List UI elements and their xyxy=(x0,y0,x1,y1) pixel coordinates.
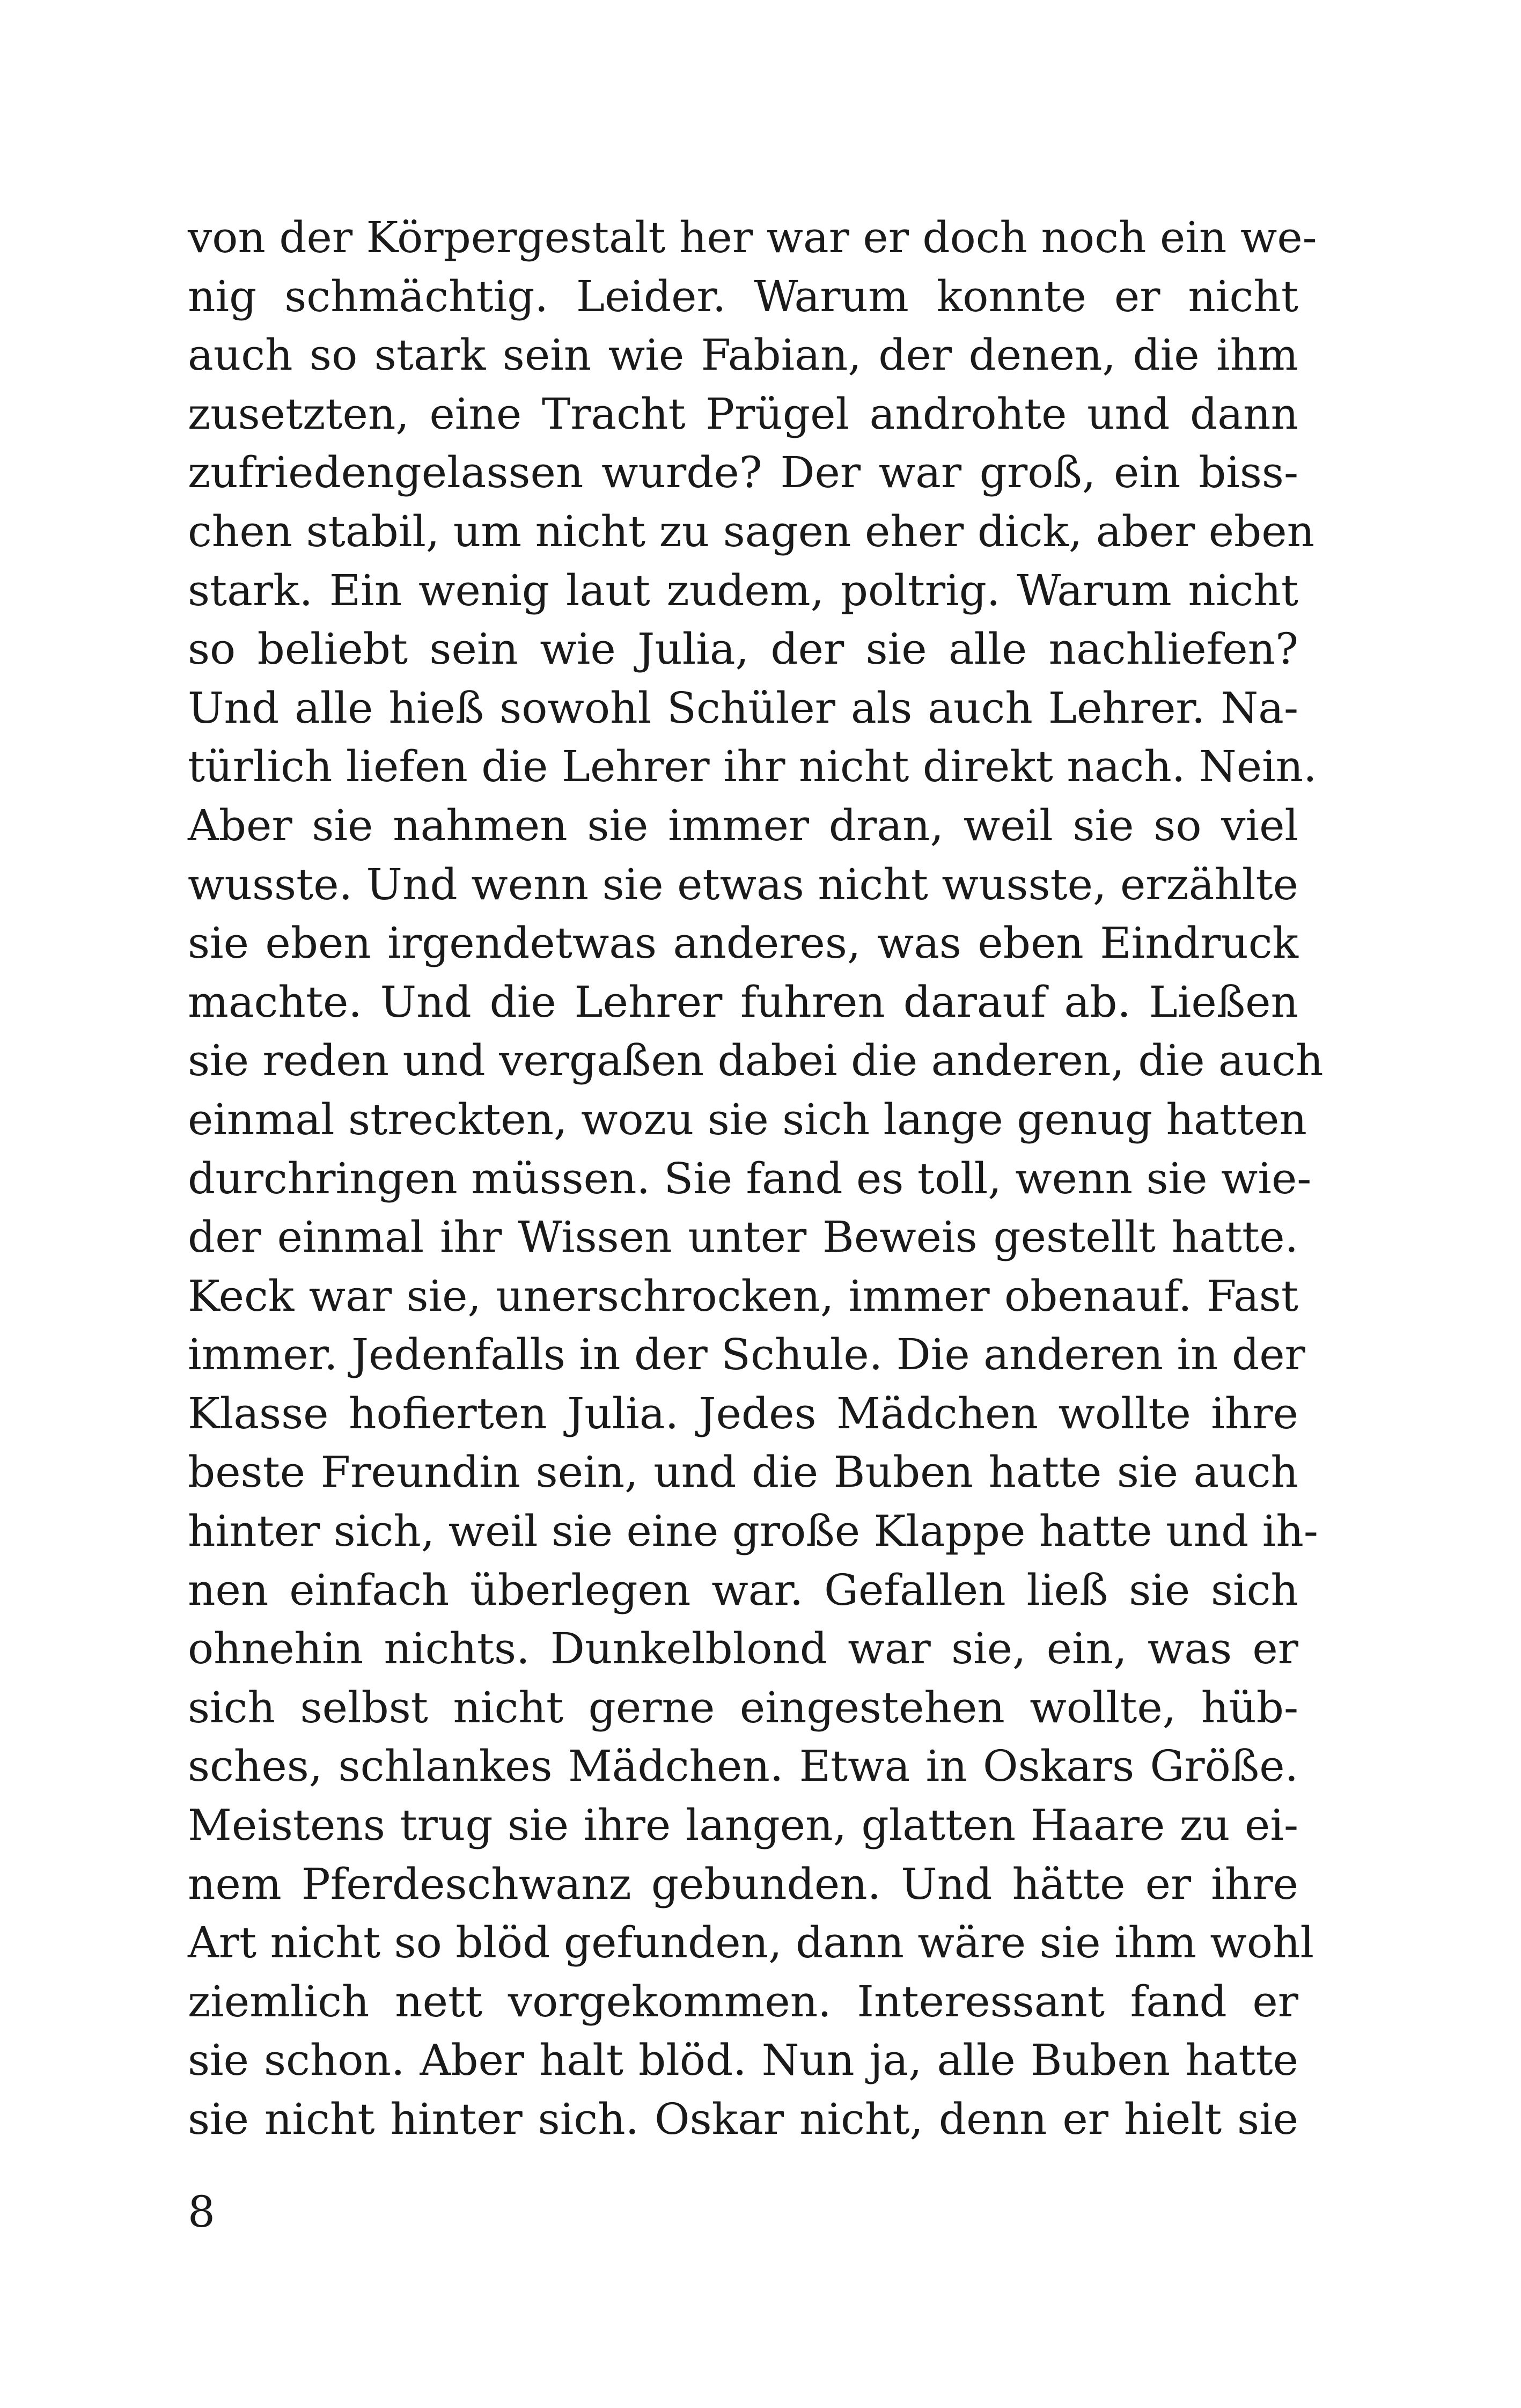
body-text xyxy=(188,208,1324,2149)
text-line: sie schon. Aber halt blöd. Nun ja, alle Buben hatte xyxy=(188,2035,1298,2086)
text-line: sie reden und vergaßen dabei die anderen, die auch xyxy=(188,1036,1324,1086)
text-line: zusetzten, eine Tracht Prügel androhte und dann xyxy=(188,388,1298,439)
text-line: Und alle hieß sowohl Schüler als auch Lehrer. Na- xyxy=(188,682,1298,733)
text-line: ohnehin nichts. Dunkelblond war sie, ein, was er xyxy=(188,1624,1298,1674)
text-line: machte. Und die Lehrer fuhren darauf ab. Ließen xyxy=(188,977,1298,1027)
text-line: Art nicht so blöd gefunden, dann wäre sie ihm wohl xyxy=(188,1918,1314,1968)
text-line: sches, schlankes Mädchen. Etwa in Oskars Größe. xyxy=(188,1741,1298,1792)
text-line: stark. Ein wenig laut zudem, poltrig. Warum nicht xyxy=(188,565,1298,615)
text-line: sich selbst nicht gerne eingestehen wollte, hüb- xyxy=(188,1682,1298,1732)
text-line: hinter sich, weil sie eine große Klappe hatte und ih- xyxy=(188,1506,1318,1557)
text-line: Aber sie nahmen sie immer dran, weil sie so viel xyxy=(188,800,1298,850)
text-line: türlich liefen die Lehrer ihr nicht direkt nach. Nein. xyxy=(188,742,1317,792)
text-line: nen einfach überlegen war. Gefallen ließ sie sich xyxy=(188,1565,1298,1615)
text-line: zufriedengelassen wurde? Der war groß, ein biss- xyxy=(188,447,1298,498)
text-line: wusste. Und wenn sie etwas nicht wusste, erzählte xyxy=(188,859,1298,909)
text-line: der einmal ihr Wissen unter Beweis gestellt hatte. xyxy=(188,1212,1298,1262)
text-line: so beliebt sein wie Julia, der sie alle nachliefen? xyxy=(188,624,1298,674)
text-line: Meistens trug sie ihre langen, glatten Haare zu ei- xyxy=(188,1800,1298,1851)
text-line: nig schmächtig. Leider. Warum konnte er nicht xyxy=(188,271,1298,321)
text-line: sie nicht hinter sich. Oskar nicht, denn er hielt sie xyxy=(188,2094,1298,2144)
text-line: chen stabil, um nicht zu sagen eher dick, aber eben xyxy=(188,506,1315,556)
text-line: von der Körpergestalt her war er doch noch ein we- xyxy=(188,212,1317,262)
text-line: einmal streckten, wozu sie sich lange genug hatten xyxy=(188,1094,1307,1144)
text-line: Klasse hofierten Julia. Jedes Mädchen wollte ihre xyxy=(188,1388,1298,1438)
text-line: beste Freundin sein, und die Buben hatte sie auch xyxy=(188,1447,1298,1497)
page-number: 8 xyxy=(188,2187,215,2237)
text-line: immer. Jedenfalls in der Schule. Die anderen in der xyxy=(188,1330,1305,1380)
text-line: durchringen müssen. Sie fand es toll, wenn sie wie- xyxy=(188,1153,1312,1203)
text-line: ziemlich nett vorgekommen. Interessant fand er xyxy=(188,1976,1298,2027)
text-line: nem Pferdeschwanz gebunden. Und hätte er ihre xyxy=(188,1859,1298,1909)
text-line: sie eben irgendetwas anderes, was eben Eindruck xyxy=(188,918,1298,968)
text-line: auch so stark sein wie Fabian, der denen, die ihm xyxy=(188,330,1298,380)
text-line: Keck war sie, unerschrocken, immer obenauf. Fast xyxy=(188,1271,1298,1321)
